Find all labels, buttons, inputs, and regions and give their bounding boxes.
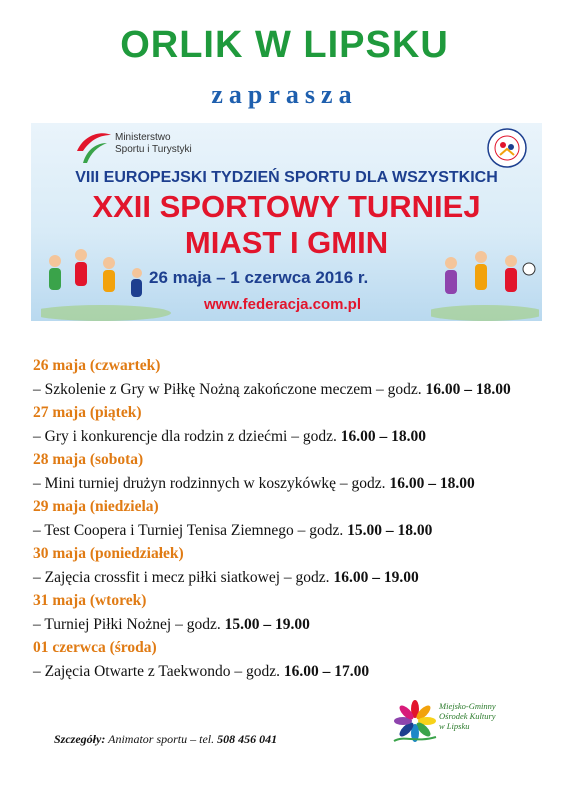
activity-hours: 16.00 – 18.00 (389, 474, 475, 492)
schedule-activity (33, 519, 553, 543)
page-subtitle: zaprasza (211, 80, 358, 109)
activity-text: – Zajęcia Otwarte z Taekwondo – godz. (33, 662, 284, 680)
activity-hours: 16.00 – 19.00 (333, 568, 419, 586)
schedule-activity (33, 566, 553, 590)
schedule-activity (33, 378, 553, 402)
activity-hours: 16.00 – 18.00 (340, 427, 426, 445)
schedule-activity (33, 425, 553, 449)
activity-text: – Gry i konkurencje dla rodzin z dziećmi – godz. (33, 427, 341, 445)
event-banner (31, 123, 542, 321)
mogok-line1: Miejsko-Gminny (439, 701, 496, 711)
banner-line2: XXII SPORTOWY TURNIEJ (92, 189, 481, 224)
activity-hours: 16.00 – 17.00 (283, 662, 370, 680)
contact-details (54, 732, 277, 747)
schedule-activity (33, 660, 553, 684)
activity-text: – Zajęcia crossfit i mecz piłki siatkowej – godz. (33, 568, 334, 586)
banner-line1: VIII EUROPEJSKI TYDZIEŃ SPORTU DLA WSZYSTKICH (75, 169, 498, 186)
phone-number: 508 456 041 (217, 732, 278, 746)
activity-text: – Mini turniej drużyn rodzinnych w koszykówkę – godz. (33, 474, 390, 492)
schedule-day: 29 maja (niedziela) (33, 498, 159, 515)
activity-text: – Szkolenie z Gry w Piłkę Nożną zakończone meczem – godz. (33, 380, 426, 398)
schedule-activity (33, 472, 553, 496)
schedule-day: 27 maja (piątek) (33, 404, 142, 421)
page-title: ORLIK W LIPSKU (120, 24, 449, 66)
banner-dates: 26 maja – 1 czerwca 2016 r. (149, 268, 369, 287)
schedule-activity (33, 613, 553, 637)
cultural-centre-logo (392, 697, 524, 759)
schedule-day: 26 maja (czwartek) (33, 357, 161, 374)
details-label: Szczegóły: (54, 732, 106, 746)
federation-logo-icon (486, 127, 528, 169)
cultural-centre-name (439, 701, 496, 731)
activity-text: – Turniej Piłki Nożnej – godz. (33, 615, 225, 633)
activity-hours: 15.00 – 18.00 (347, 521, 433, 539)
cultural-centre-flower-icon (392, 697, 438, 747)
ministry-logo-icon (73, 129, 113, 167)
ministry-name (115, 132, 192, 156)
mogok-line3: w Lipsku (439, 721, 470, 731)
family-illustration-icon (431, 243, 539, 321)
schedule-day: 28 maja (sobota) (33, 451, 144, 468)
schedule-list (33, 354, 553, 683)
mogok-line2: Ośrodek Kultury (439, 711, 496, 721)
ministry-line1: Ministerstwo (115, 132, 171, 143)
banner-line3: MIAST I GMIN (184, 225, 389, 260)
schedule-day: 30 maja (poniedziałek) (33, 545, 184, 562)
activity-hours: 16.00 – 18.00 (425, 380, 511, 398)
activity-hours: 15.00 – 19.00 (224, 615, 310, 633)
schedule-day: 01 czerwca (środa) (33, 639, 157, 656)
banner-url: www.federacja.com.pl (204, 296, 361, 313)
activity-text: – Test Coopera i Turniej Tenisa Ziemnego – godz. (33, 521, 348, 539)
ministry-line2: Sportu i Turystyki (115, 144, 192, 155)
details-text: Animator sportu – tel. (105, 732, 218, 746)
children-illustration-icon (41, 243, 181, 321)
schedule-day: 31 maja (wtorek) (33, 592, 147, 609)
